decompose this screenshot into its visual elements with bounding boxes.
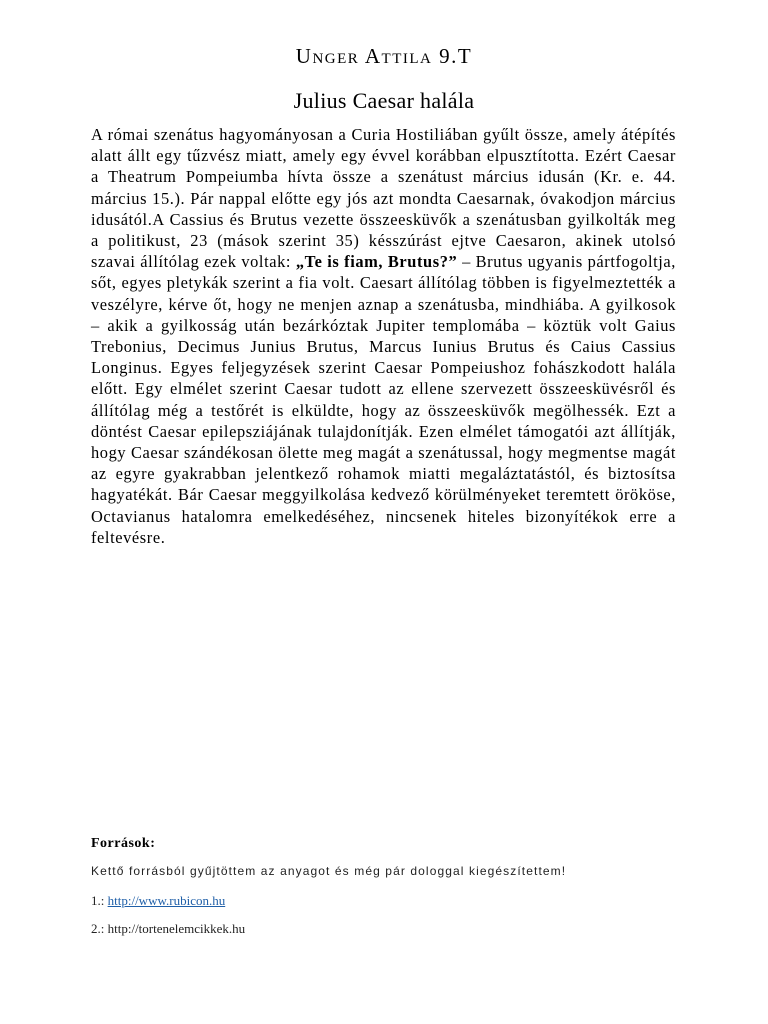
document-title: Julius Caesar halála (293, 88, 475, 113)
source-item-1 (91, 893, 225, 909)
body-paragraph (91, 124, 676, 548)
source-prefix-1: 1.: (91, 893, 108, 908)
source-link-rubicon[interactable]: http://www.rubicon.hu (107, 893, 226, 908)
sources-note: Kettő forrásból gyűjtöttem az anyagot és még pár dologgal kiegészítettem! (91, 864, 567, 878)
author-heading: Unger Attila 9.T (295, 44, 473, 68)
sources-heading: Források: (91, 836, 156, 851)
body-text-part-2: – Brutus ugyanis pártfogoltja, sőt, egyes pletykák szerint a fia volt. Caesart állítólag többen is figyelmeztették a veszélyre, kérve őt, hogy ne menjen aznap a szenátusba, mindhiába. A gyilkosok – akik a gyilkosság után bezárkóztak Jupiter templomába – köztük volt Gaius Trebonius, Decimus Junius Brutus, Marcus Iunius Brutus és Caius Cassius Longinus. Egyes feljegyzések szerint Caesar Pompeiushoz fohászkodott halála előtt. Egy elmélet szerint Caesar tudott az ellene szervezett összeesküvésről és állítólag még a testőrét is elküldte, hogy az összeesküvők megölhessék. Ezt a döntést Caesar epilepsziájának tulajdonítják. Ezen elmélet támogatói azt állítják, hogy Caesar szándékosan ölette meg magát a szenátussal, hogy megmentse magát az egyre gyakrabban jelentkező rohamok miatti megaláztatástól, és biztosítsa hagyatékát. Bár Caesar meggyilkolása kedvező körülményeket teremtett örököse, Octavianus hatalomra emelkedéséhez, nincsenek hiteles bizonyítékok erre a feltevésre. (91, 252, 676, 547)
source-prefix-2: 2.: (91, 921, 108, 936)
source-url-tortenelemcikkek: http://tortenelemcikkek.hu (107, 921, 246, 936)
caesar-quote: „Te is fiam, Brutus?” (295, 252, 458, 272)
body-text-part-1: A római szenátus hagyományosan a Curia Hostiliában gyűlt össze, amely átépítés alatt állt egy tűzvész miatt, amely egy évvel korábban elpusztította. Ezért Caesar a Theatrum Pompeiumba hívta össze a szenátust március idusán (Kr. e. 44. március 15.). Pár nappal előtte egy jós azt mondta Caesarnak, óvakodjon március idusától.A Cassius és Brutus vezette összeesküvők a szenátusban gyilkolták meg a politikust, 23 (mások szerint 35) késszúrást ejtve Caesaron, akinek utolsó szavai állítólag ezek voltak: (91, 125, 676, 272)
source-item-2 (91, 921, 245, 937)
